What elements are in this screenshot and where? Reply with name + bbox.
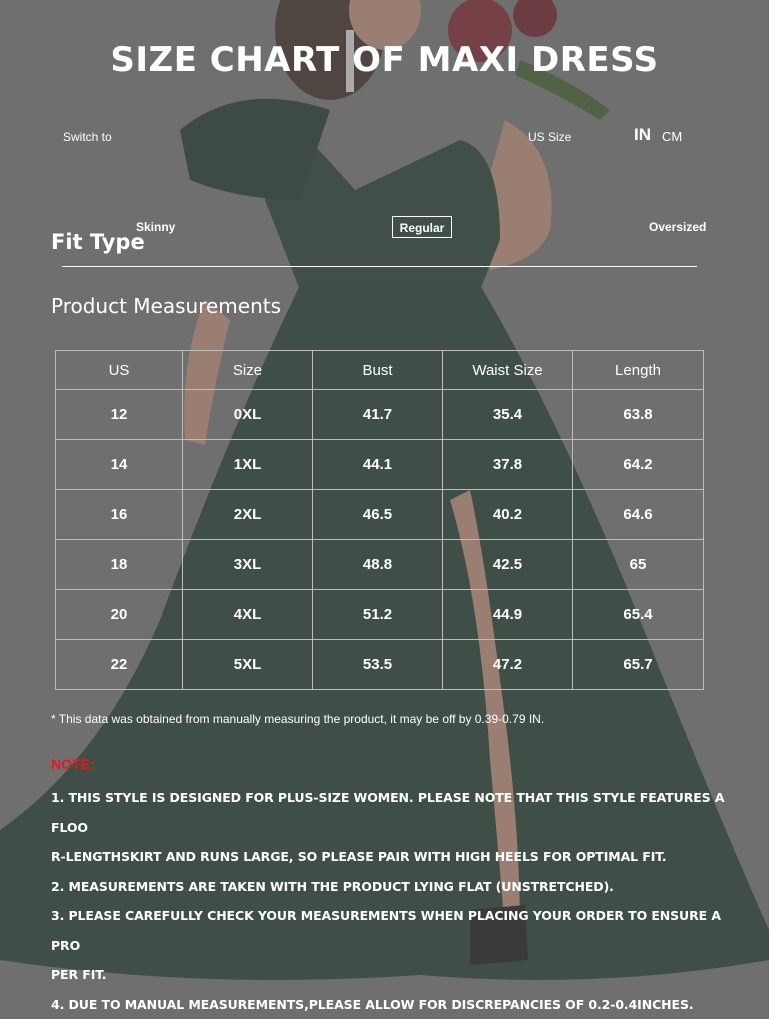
cell-us: 22 bbox=[56, 640, 183, 690]
table-row bbox=[56, 440, 704, 490]
cell-bust: 46.5 bbox=[313, 490, 443, 540]
table-header-row bbox=[56, 351, 704, 390]
table-row bbox=[56, 490, 704, 540]
header-us: US bbox=[56, 351, 183, 390]
cell-size: 0XL bbox=[183, 390, 313, 440]
cell-size: 5XL bbox=[183, 640, 313, 690]
cell-length: 64.2 bbox=[573, 440, 704, 490]
cell-us: 20 bbox=[56, 590, 183, 640]
table-row bbox=[56, 590, 704, 640]
fit-option-oversized[interactable]: Oversized bbox=[649, 220, 706, 234]
unit-cm-toggle[interactable]: CM bbox=[662, 129, 682, 144]
note-label: NOTE: bbox=[51, 756, 95, 772]
table-row bbox=[56, 540, 704, 590]
cell-bust: 41.7 bbox=[313, 390, 443, 440]
cell-waist: 35.4 bbox=[443, 390, 573, 440]
cell-size: 3XL bbox=[183, 540, 313, 590]
cell-us: 16 bbox=[56, 490, 183, 540]
cell-waist: 42.5 bbox=[443, 540, 573, 590]
table-row bbox=[56, 390, 704, 440]
cell-waist: 44.9 bbox=[443, 590, 573, 640]
cell-waist: 47.2 bbox=[443, 640, 573, 690]
header-bust: Bust bbox=[313, 351, 443, 390]
fit-scale-line bbox=[62, 266, 697, 267]
cell-size: 1XL bbox=[183, 440, 313, 490]
fit-option-skinny[interactable]: Skinny bbox=[136, 220, 175, 234]
cell-us: 12 bbox=[56, 390, 183, 440]
unit-in-toggle[interactable]: IN bbox=[634, 125, 651, 145]
note-line: PER FIT. bbox=[51, 960, 731, 990]
us-size-option[interactable]: US Size bbox=[528, 130, 571, 144]
cell-waist: 40.2 bbox=[443, 490, 573, 540]
section-title: Product Measurements bbox=[51, 294, 281, 318]
cell-bust: 51.2 bbox=[313, 590, 443, 640]
switch-label: Switch to bbox=[63, 130, 112, 144]
cell-length: 63.8 bbox=[573, 390, 704, 440]
cell-bust: 48.8 bbox=[313, 540, 443, 590]
cell-length: 65.4 bbox=[573, 590, 704, 640]
fit-type-label: Fit Type bbox=[51, 230, 145, 254]
cell-bust: 44.1 bbox=[313, 440, 443, 490]
measurement-disclaimer: * This data was obtained from manually measuring the product, it may be off by 0.39-0.79 IN. bbox=[51, 712, 544, 726]
cell-us: 14 bbox=[56, 440, 183, 490]
table-row bbox=[56, 640, 704, 690]
notes-list bbox=[51, 783, 731, 1019]
cell-length: 65 bbox=[573, 540, 704, 590]
cell-bust: 53.5 bbox=[313, 640, 443, 690]
cell-waist: 37.8 bbox=[443, 440, 573, 490]
header-waist: Waist Size bbox=[443, 351, 573, 390]
fit-option-regular[interactable]: Regular bbox=[392, 216, 452, 238]
page-title: SIZE CHART OF MAXI DRESS bbox=[0, 40, 769, 80]
note-line: 4. DUE TO MANUAL MEASUREMENTS,PLEASE ALLOW FOR DISCREPANCIES OF 0.2-0.4INCHES. bbox=[51, 990, 731, 1019]
note-line: 1. THIS STYLE IS DESIGNED FOR PLUS-SIZE WOMEN. PLEASE NOTE THAT THIS STYLE FEATURES A FLOO bbox=[51, 783, 731, 842]
header-length: Length bbox=[573, 351, 704, 390]
note-line: 3. PLEASE CAREFULLY CHECK YOUR MEASUREMENTS WHEN PLACING YOUR ORDER TO ENSURE A PRO bbox=[51, 901, 731, 960]
cell-size: 2XL bbox=[183, 490, 313, 540]
measurement-table bbox=[55, 350, 704, 690]
note-line: 2. MEASUREMENTS ARE TAKEN WITH THE PRODUCT LYING FLAT (UNSTRETCHED). bbox=[51, 872, 731, 902]
note-line: R-LENGTHSKIRT AND RUNS LARGE, SO PLEASE PAIR WITH HIGH HEELS FOR OPTIMAL FIT. bbox=[51, 842, 731, 872]
cell-size: 4XL bbox=[183, 590, 313, 640]
cell-us: 18 bbox=[56, 540, 183, 590]
header-size: Size bbox=[183, 351, 313, 390]
cell-length: 65.7 bbox=[573, 640, 704, 690]
cell-length: 64.6 bbox=[573, 490, 704, 540]
